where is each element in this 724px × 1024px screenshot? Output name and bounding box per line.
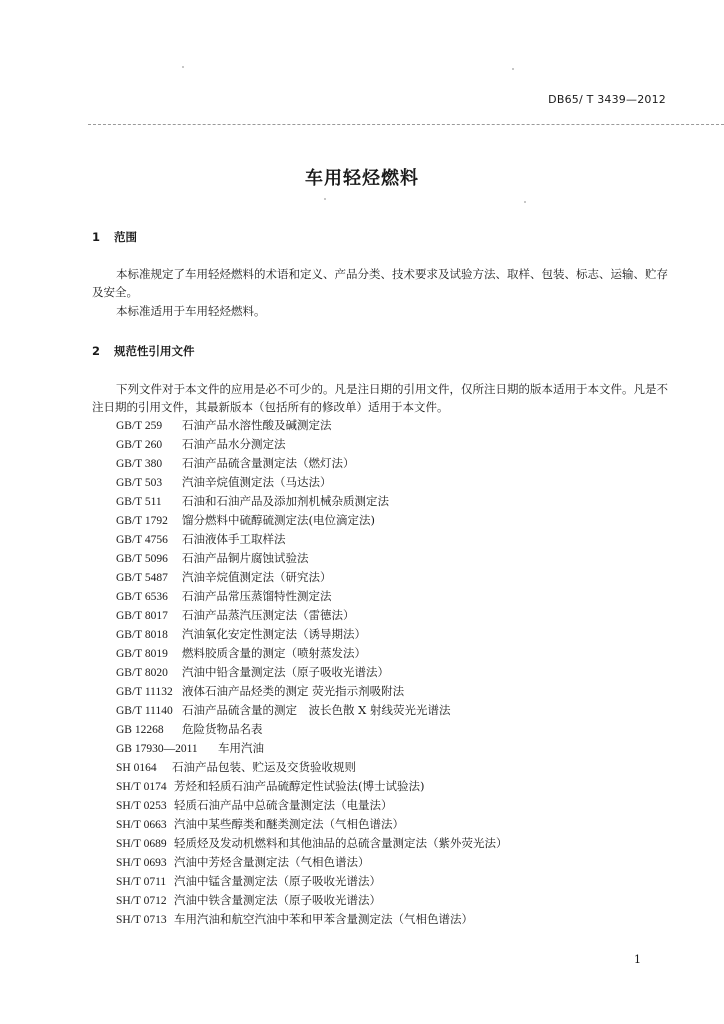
- reference-title: 汽油中某些醇类和醚类测定法（气相色谱法）: [174, 817, 404, 831]
- scope-paragraph: 本标准规定了车用轻烃燃料的术语和定义、产品分类、技术要求及试验方法、取样、包装、标志、运输、贮存及安全。: [92, 267, 668, 299]
- reference-item: [116, 568, 508, 587]
- reference-title: 燃料胶质含量的测定（喷射蒸发法）: [182, 646, 366, 660]
- reference-item: [116, 416, 508, 435]
- reference-code: GB/T 8017: [116, 610, 168, 622]
- reference-title: 石油和石油产品及添加剂机械杂质测定法: [182, 494, 389, 508]
- section-heading-scope: [92, 229, 137, 245]
- page-number: 1: [634, 953, 641, 966]
- section-title: 范围: [114, 230, 138, 244]
- reference-code: SH/T 0253: [116, 800, 167, 812]
- reference-title: 石油产品水分测定法: [182, 437, 286, 451]
- reference-title: 汽油辛烷值测定法（研究法）: [182, 570, 332, 584]
- reference-item: [116, 910, 508, 929]
- reference-item: [116, 891, 508, 910]
- reference-code: GB/T 11132: [116, 686, 173, 698]
- reference-item: [116, 777, 508, 796]
- header-divider: [88, 124, 724, 125]
- reference-item: [116, 625, 508, 644]
- reference-title: 汽油氧化安定性测定法（诱导期法）: [182, 627, 366, 641]
- reference-item: [116, 834, 508, 853]
- section-number: 2: [92, 344, 101, 358]
- reference-code: GB/T 5487: [116, 572, 168, 584]
- reference-title: 轻质石油产品中总硫含量测定法（电量法）: [174, 798, 393, 812]
- reference-title: 轻质烃及发动机燃料和其他油品的总硫含量测定法（紫外荧光法）: [174, 836, 508, 850]
- reference-item: [116, 739, 508, 758]
- standard-code: DB65/ T 3439—2012: [548, 93, 666, 106]
- reference-code: GB/T 503: [116, 477, 163, 489]
- reference-code: SH/T 0689: [116, 838, 167, 850]
- section-number: 1: [92, 230, 101, 244]
- section-heading-normative-references: [92, 343, 195, 359]
- reference-code: GB/T 5096: [116, 553, 168, 565]
- reference-item: [116, 606, 508, 625]
- reference-item: [116, 644, 508, 663]
- reference-code: GB/T 511: [116, 496, 162, 508]
- section-title: 规范性引用文件: [114, 344, 195, 358]
- reference-item: [116, 511, 508, 530]
- reference-item: [116, 701, 508, 720]
- reference-title: 石油液体手工取样法: [182, 532, 286, 546]
- reference-item: [116, 663, 508, 682]
- reference-item: [116, 796, 508, 815]
- reference-code: SH/T 0663: [116, 819, 167, 831]
- reference-code: GB/T 260: [116, 439, 163, 451]
- scan-speck: [182, 66, 184, 68]
- reference-code: GB/T 259: [116, 420, 163, 432]
- scan-speck: [512, 68, 514, 70]
- reference-title: 石油产品常压蒸馏特性测定法: [182, 589, 332, 603]
- reference-code: GB 17930—2011: [116, 743, 198, 755]
- reference-item: [116, 454, 508, 473]
- reference-title: 石油产品硫含量的测定 波长色散 X 射线荧光光谱法: [182, 703, 451, 717]
- reference-item: [116, 435, 508, 454]
- reference-title: 液体石油产品烃类的测定 荧光指示剂吸附法: [182, 684, 405, 698]
- reference-code: SH/T 0711: [116, 876, 167, 888]
- reference-code: SH 0164: [116, 762, 157, 774]
- reference-title: 石油产品包装、贮运及交货验收规则: [172, 760, 356, 774]
- reference-code: SH/T 0174: [116, 781, 167, 793]
- reference-code: GB 12268: [116, 724, 164, 736]
- reference-code: GB/T 4756: [116, 534, 168, 546]
- reference-title: 车用汽油和航空汽油中苯和甲苯含量测定法（气相色谱法）: [174, 912, 473, 926]
- scope-applicability-paragraph: 本标准适用于车用轻烃燃料。: [116, 304, 266, 318]
- reference-code: GB/T 8018: [116, 629, 168, 641]
- reference-title: 石油产品水溶性酸及碱测定法: [182, 418, 332, 432]
- reference-title: 汽油辛烷值测定法（马达法）: [182, 475, 332, 489]
- reference-title: 石油产品硫含量测定法（燃灯法）: [182, 456, 355, 470]
- reference-code: SH/T 0713: [116, 914, 167, 926]
- reference-title: 汽油中铁含量测定法（原子吸收光谱法）: [174, 893, 381, 907]
- references-intro-paragraph: 下列文件对于本文件的应用是必不可少的。凡是注日期的引用文件，仅所注日期的版本适用于本文件。凡是不注日期的引用文件，其最新版本（包括所有的修改单）适用于本文件。: [92, 382, 668, 414]
- reference-item: [116, 682, 508, 701]
- reference-title: 危险货物品名表: [182, 722, 263, 736]
- reference-title: 车用汽油: [218, 741, 264, 755]
- reference-code: GB/T 380: [116, 458, 163, 470]
- reference-code: GB/T 11140: [116, 705, 173, 717]
- reference-item: [116, 872, 508, 891]
- reference-code: GB/T 6536: [116, 591, 168, 603]
- document-title: 车用轻烃燃料: [305, 168, 419, 189]
- reference-item: [116, 549, 508, 568]
- reference-item: [116, 758, 508, 777]
- reference-list: [116, 416, 508, 929]
- reference-title: 汽油中芳烃含量测定法（气相色谱法）: [174, 855, 370, 869]
- reference-code: SH/T 0693: [116, 857, 167, 869]
- scan-speck: [324, 198, 326, 200]
- reference-title: 汽油中锰含量测定法（原子吸收光谱法）: [174, 874, 381, 888]
- reference-code: GB/T 1792: [116, 515, 168, 527]
- reference-item: [116, 720, 508, 739]
- reference-item: [116, 587, 508, 606]
- reference-code: SH/T 0712: [116, 895, 167, 907]
- reference-item: [116, 492, 508, 511]
- reference-title: 馏分燃料中硫醇硫测定法(电位滴定法): [182, 513, 375, 527]
- scan-speck: [524, 201, 526, 203]
- reference-item: [116, 473, 508, 492]
- reference-code: GB/T 8020: [116, 667, 168, 679]
- reference-item: [116, 530, 508, 549]
- reference-title: 汽油中铅含量测定法（原子吸收光谱法）: [182, 665, 389, 679]
- reference-item: [116, 815, 508, 834]
- reference-code: GB/T 8019: [116, 648, 168, 660]
- reference-title: 石油产品铜片腐蚀试验法: [182, 551, 309, 565]
- reference-item: [116, 853, 508, 872]
- reference-title: 芳烃和轻质石油产品硫醇定性试验法(博士试验法): [174, 779, 425, 793]
- reference-title: 石油产品蒸汽压测定法（雷德法）: [182, 608, 355, 622]
